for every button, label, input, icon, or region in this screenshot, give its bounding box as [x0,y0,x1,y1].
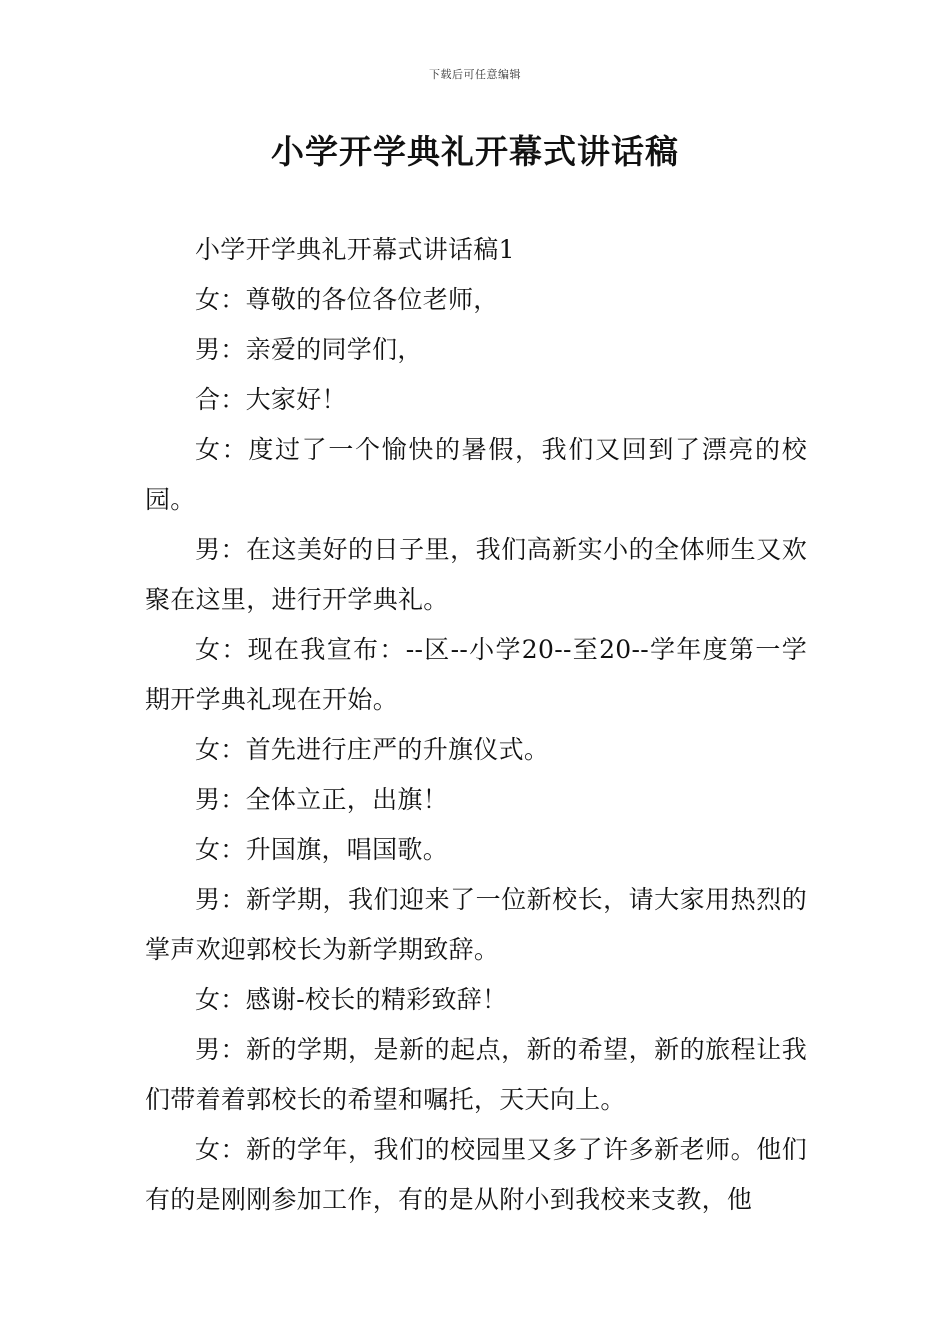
document-title: 小学开学典礼开幕式讲话稿 [271,132,679,171]
header-note: 下载后可任意编辑 [429,68,521,81]
paragraph: 合：大家好！ [195,385,347,414]
paragraph: 女：度过了一个愉快的暑假，我们又回到了漂亮的校园。 [145,435,807,514]
paragraph: 女：尊敬的各位各位老师， [195,285,499,314]
paragraph: 男：在这美好的日子里，我们高新实小的全体师生又欢聚在这里，进行开学典礼。 [145,535,807,614]
paragraph: 小学开学典礼开幕式讲话稿1 [195,235,515,264]
paragraph: 女：升国旗，唱国歌。 [195,835,449,864]
paragraph: 男：全体立正，出旗！ [195,785,449,814]
paragraph: 男：亲爱的同学们， [195,335,423,364]
document-body [145,225,807,1225]
paragraph: 女：首先进行庄严的升旗仪式。 [195,735,550,764]
paragraph: 女：新的学年，我们的校园里又多了许多新老师。他们有的是刚刚参加工作，有的是从附小到我校来支教，他 [145,1135,807,1214]
paragraph: 男：新学期，我们迎来了一位新校长，请大家用热烈的掌声欢迎郭校长为新学期致辞。 [145,885,807,964]
paragraph: 女：现在我宣布：--区--小学20--至20--学年度第一学期开学典礼现在开始。 [145,635,807,714]
paragraph: 男：新的学期，是新的起点，新的希望，新的旅程让我们带着着郭校长的希望和嘱托，天天向上。 [145,1035,807,1114]
paragraph: 女：感谢-校长的精彩致辞！ [195,985,508,1014]
